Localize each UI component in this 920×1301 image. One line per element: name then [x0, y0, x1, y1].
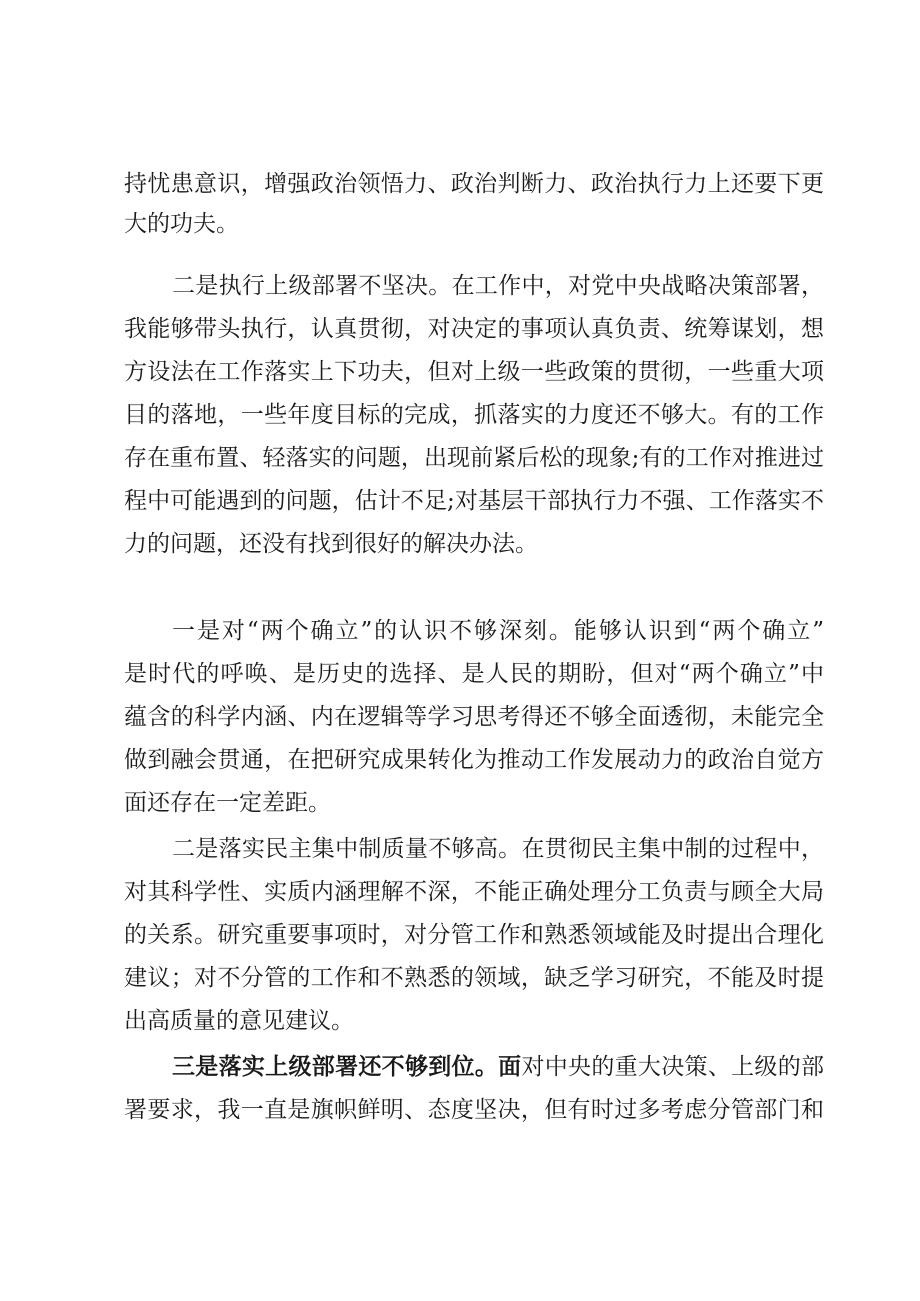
paragraph-line: 持忧患意识，增强政治领悟力、政治判断力、政治执行力上还要下更 — [124, 171, 824, 197]
paragraph-line: 面还存在一定差距。 — [124, 790, 331, 816]
paragraph-line: 是时代的呼唤、是历史的选择、是人民的期盼，但对“两个确立”中 — [124, 661, 824, 687]
paragraph-line: 做到融会贯通，在把研究成果转化为推动工作发展动力的政治自觉方 — [124, 747, 824, 773]
paragraph-line: 蕴含的科学内涵、内在逻辑等学习思考得还不够全面透彻，未能完全 — [124, 704, 824, 730]
paragraph-lead-bold: 三是落实上级部署还不够到位。面 — [172, 1053, 522, 1080]
paragraph-line: 力的问题，还没有找到很好的解决办法。 — [124, 531, 538, 557]
paragraph-line: 方设法在工作落实上下功夫，但对上级一些政策的贯彻，一些重大项 — [124, 359, 824, 385]
paragraph-line: 存在重布置、轻落实的问题，出现前紧后松的现象;有的工作对推进过 — [124, 445, 824, 471]
paragraph-line: 我能够带头执行，认真贯彻，对决定的事项认真负责、统筹谋划，想 — [124, 316, 824, 342]
paragraph-line: 对其科学性、实质内涵理解不深，不能正确处理分工负责与顾全大局 — [124, 879, 824, 905]
paragraph-line: 建议；对不分管的工作和不熟悉的领域，缺乏学习研究，不能及时提 — [124, 965, 824, 991]
paragraph-line: 大的功夫。 — [124, 211, 239, 237]
paragraph-line — [172, 1047, 824, 1087]
paragraph-line: 二是执行上级部署不坚决。在工作中，对党中央战略决策部署， — [172, 273, 824, 299]
paragraph-line: 程中可能遇到的问题，估计不足;对基层干部执行力不强、工作落实不 — [124, 488, 824, 514]
paragraph-line: 一是对“两个确立”的认识不够深刻。能够认识到“两个确立” — [172, 618, 824, 644]
paragraph-line: 出高质量的意见建议。 — [124, 1008, 354, 1034]
paragraph-line: 目的落地，一些年度目标的完成，抓落实的力度还不够大。有的工作 — [124, 402, 824, 428]
paragraph-line: 署要求，我一直是旗帜鲜明、态度坚决，但有时过多考虑分管部门和 — [124, 1097, 824, 1123]
paragraph-line: 二是落实民主集中制质量不够高。在贯彻民主集中制的过程中， — [172, 836, 824, 862]
paragraph-line-rest: 对中央的重大决策、上级的部 — [521, 1054, 824, 1080]
paragraph-line: 的关系。研究重要事项时，对分管工作和熟悉领域能及时提出合理化 — [124, 922, 824, 948]
